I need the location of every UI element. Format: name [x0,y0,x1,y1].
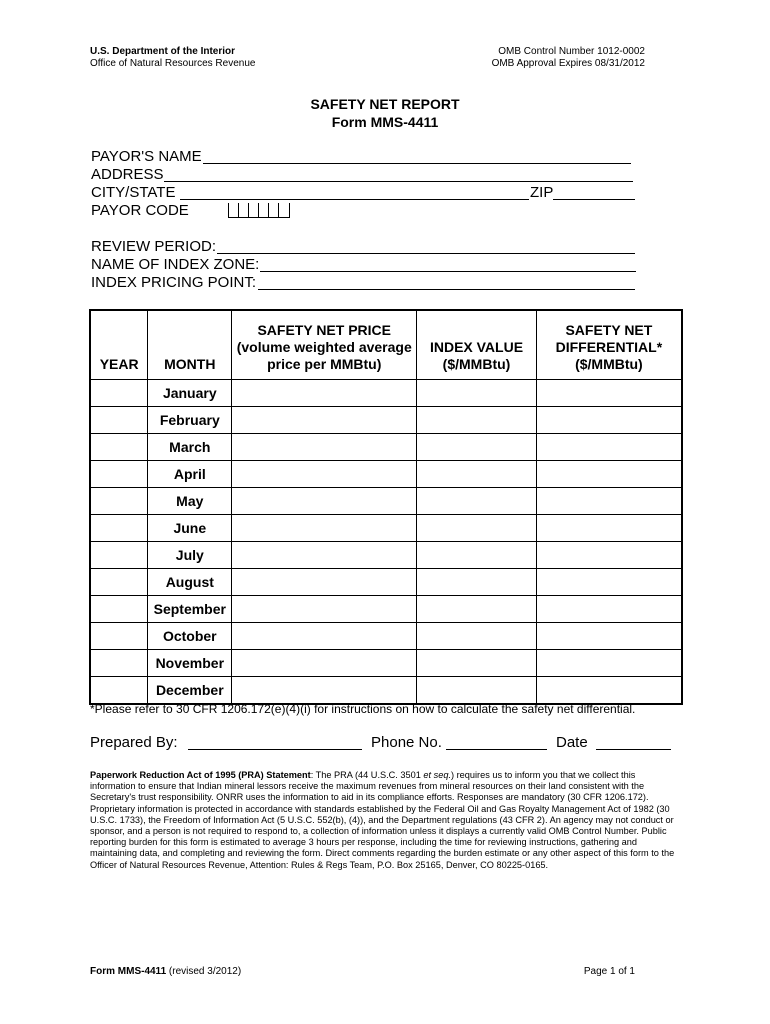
month-cell: October [148,623,232,650]
paperwork-heading: Paperwork Reduction Act of 1995 (PRA) Statement [90,770,311,780]
table-row [90,569,682,596]
differential-footnote: *Please refer to 30 CFR 1206.172(e)(4)(i) for instructions on how to calculate the safety net differential. [90,702,636,716]
table-row [90,596,682,623]
table-row [90,380,682,407]
month-cell: August [148,569,232,596]
table-row [90,623,682,650]
table-row [90,650,682,677]
payor-name-field[interactable] [203,163,631,164]
month-column-header: MONTH [148,310,232,380]
month-cell: January [148,380,232,407]
month-cell: March [148,434,232,461]
safety-net-table [89,309,683,705]
table-row [90,542,682,569]
office-name: Office of Natural Resources Revenue [90,58,256,69]
table-row [90,434,682,461]
footer-form-id: Form MMS-4411 (revised 3/2012) [90,966,242,977]
review-period-label: REVIEW PERIOD: [91,238,217,255]
report-title: SAFETY NET REPORT [310,96,460,112]
table-row [90,407,682,434]
form-number: Form MMS-4411 [331,114,439,130]
phone-label: Phone No. [371,734,442,751]
date-field[interactable] [596,749,671,750]
table-row [90,488,682,515]
index-zone-label: NAME OF INDEX ZONE: [91,256,260,273]
table-row [90,677,682,705]
safety-net-price-column-header: SAFETY NET PRICE (volume weighted average price per MMBtu) [232,310,417,380]
differential-column-header: SAFETY NET DIFFERENTIAL* ($/MMBtu) [536,310,682,380]
table-row [90,461,682,488]
address-field[interactable] [164,181,633,182]
month-cell: May [148,488,232,515]
table-row [90,515,682,542]
month-cell: July [148,542,232,569]
paperwork-statement: Paperwork Reduction Act of 1995 (PRA) Statement: The PRA (44 U.S.C. 3501 et seq.) requires us to inform you that we collect this information to ensure that Indian mineral lessors receive the maximum revenues from mineral resources on their land consistent with the Secretary's trust responsibility. ONRR uses the information to aid in its compliance efforts. Responses are mandatory (30 CFR 1206.172). Proprietary information is protected in accordance with standards established by the Federal Oil and Gas Royalty Management Act of 1982 (30 U.S.C. 1733), the Freedom of Information Act (5 U.S.C. 552(b), (4)), and the Department regulations (43 CFR 2). An agency may not conduct or sponsor, and a person is not required to respond to, a collection of information unless it displays a currently valid OMB Control Number. Public reporting burden for this form is estimated to average 3 hours per response, including the time for reviewing instructions, gathering and maintaining data, and completing and reviewing the form. Direct comments regarding the burden estimate or any other aspect of this form to the Officer of Natural Resources Revenue, Attention: Rules & Regs Team, P.O. Box 25165, Denver, CO 80225-0165. [90,770,675,870]
review-period-field[interactable] [217,253,635,254]
year-column-header: YEAR [90,310,148,380]
payor-code-label: PAYOR CODE [91,202,189,219]
month-cell: September [148,596,232,623]
form-title [0,95,770,131]
city-state-label: CITY/STATE [91,184,176,201]
omb-control-number: OMB Control Number 1012-0002 [498,46,645,57]
month-cell: February [148,407,232,434]
omb-expiration: OMB Approval Expires 08/31/2012 [491,58,645,69]
address-label: ADDRESS [91,166,164,183]
index-point-field[interactable] [258,289,635,290]
agency-header [90,46,255,70]
payor-name-label: PAYOR'S NAME [91,148,202,165]
date-label: Date [556,734,588,751]
index-value-column-header: INDEX VALUE ($/MMBtu) [417,310,537,380]
index-zone-field[interactable] [260,271,636,272]
zip-field[interactable] [553,199,635,200]
month-cell: April [148,461,232,488]
zip-label: ZIP [530,184,554,201]
prepared-by-label: Prepared By: [90,734,178,751]
phone-field[interactable] [446,749,547,750]
month-cell: November [148,650,232,677]
month-cell: December [148,677,232,705]
prepared-by-field[interactable] [188,749,362,750]
index-point-label: INDEX PRICING POINT: [91,274,257,291]
page-number: Page 1 of 1 [583,966,635,977]
table-header-row [90,310,682,380]
omb-header [492,46,645,70]
month-cell: June [148,515,232,542]
department-name: U.S. Department of the Interior [90,46,236,57]
city-state-field[interactable] [180,199,529,200]
